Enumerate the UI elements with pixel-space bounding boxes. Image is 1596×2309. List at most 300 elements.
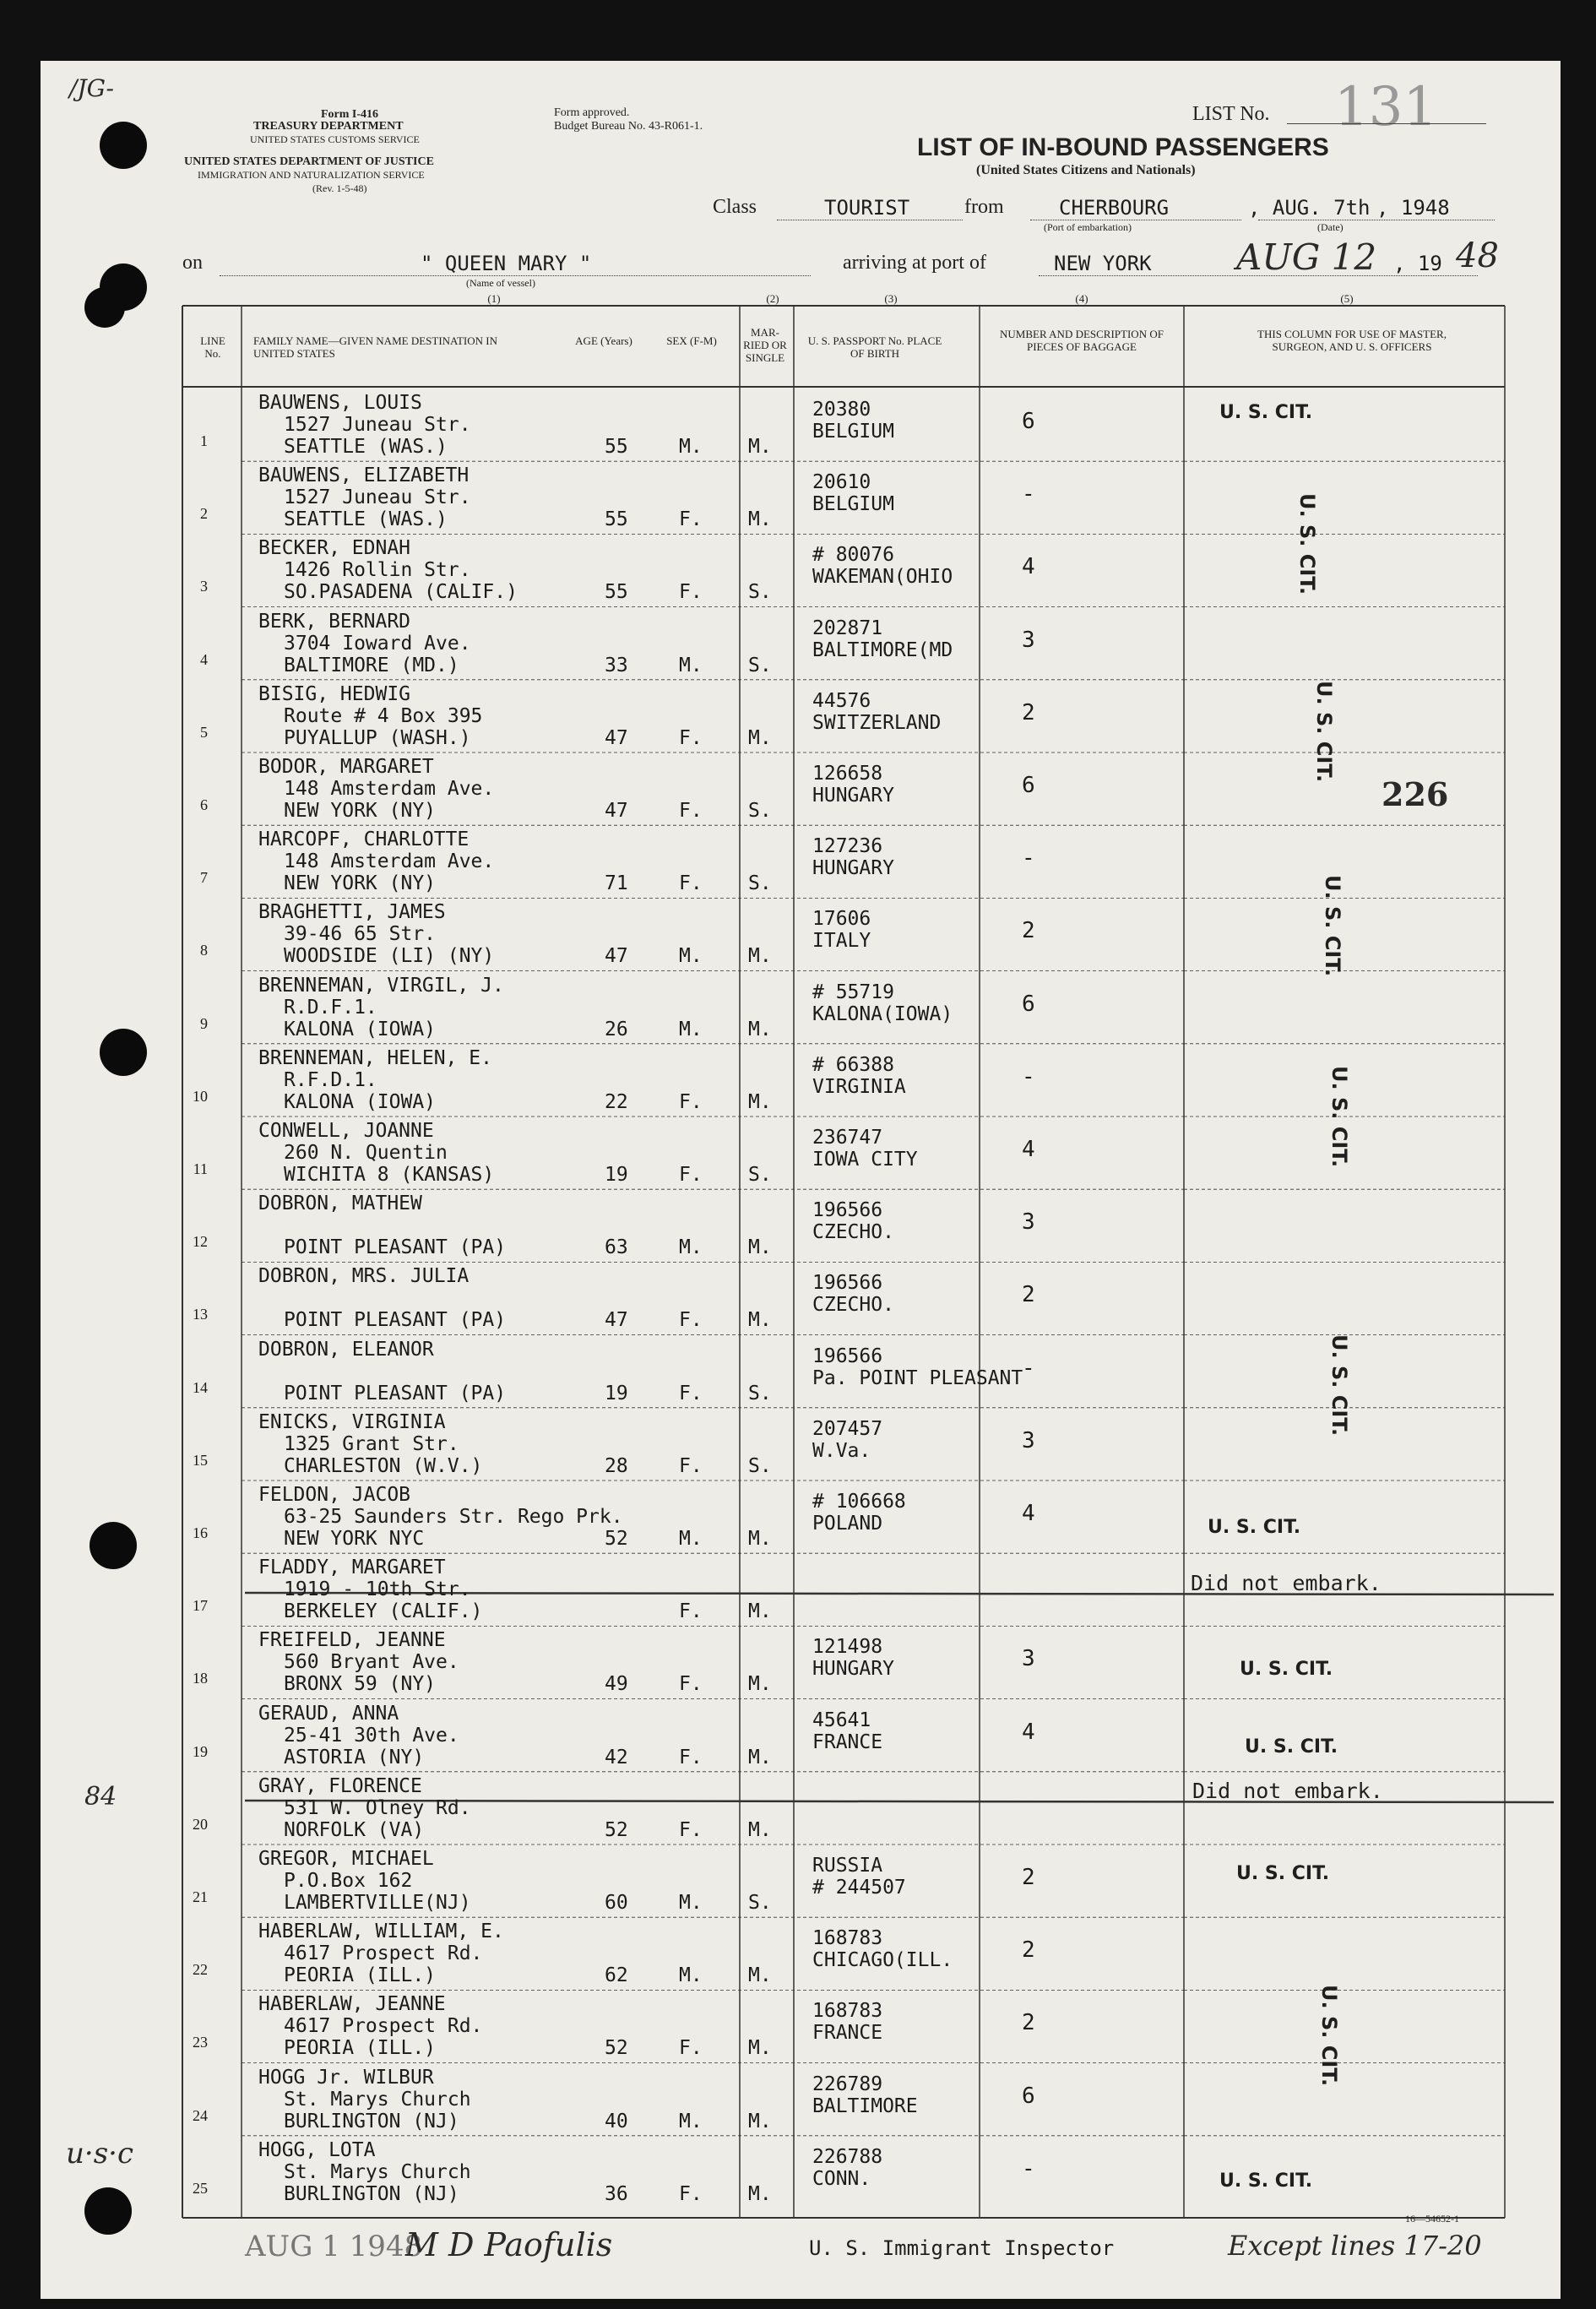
baggage-count: 2	[1022, 1937, 1035, 1964]
passport-number: 168783	[812, 2000, 883, 2023]
line-number: 10	[193, 1087, 208, 1105]
departure-date: , AUG. 7th	[1248, 196, 1371, 220]
passenger-name: BISIG, HEDWIG	[258, 682, 411, 705]
line-number: 3	[200, 578, 208, 595]
marital-status: M.	[748, 436, 772, 458]
passenger-name: GREGOR, MICHAEL	[258, 1848, 434, 1870]
header-married: MAR-RIED OR SINGLE	[743, 326, 787, 364]
place-of-birth: # 244507	[812, 1877, 906, 1899]
header-line-no: LINE No.	[200, 334, 225, 360]
address-line: R.F.D.1.	[284, 1068, 377, 1091]
passport-number: 168783	[812, 1927, 883, 1950]
address-line: 1527 Juneau Str.	[284, 414, 471, 436]
us-cit-stamp: U. S. CIT.	[1236, 1863, 1330, 1884]
line-number: 11	[193, 1160, 208, 1177]
place-of-birth: CZECHO.	[812, 1221, 894, 1244]
table-row	[182, 1410, 1508, 1482]
line-number: 7	[200, 869, 208, 887]
us-cit-stamp: U. S. CIT.	[1208, 1517, 1301, 1538]
passenger-name: BRENNEMAN, HELEN, E.	[258, 1046, 492, 1069]
side-84-note: 84	[84, 1782, 117, 1812]
age-value: 22	[605, 1090, 628, 1113]
line-number: 9	[200, 1014, 208, 1032]
passenger-name: DOBRON, MATHEW	[258, 1193, 422, 1215]
line-number: 23	[193, 2034, 208, 2051]
baggage-count: 3	[1022, 1209, 1035, 1236]
destination-city: BURLINGTON (NJ)	[284, 2110, 459, 2132]
table-row	[182, 390, 1508, 463]
vessel-caption: (Name of vessel)	[466, 277, 535, 289]
passport-number: 202871	[812, 617, 883, 639]
us-cit-stamp: U. S. CIT.	[1219, 2170, 1313, 2192]
age-value: 60	[605, 1892, 628, 1914]
marital-status: M.	[748, 726, 772, 749]
sex-value: M.	[679, 2110, 703, 2132]
age-value: 28	[605, 1454, 628, 1477]
age-value: 71	[605, 872, 628, 895]
baggage-count: 2	[1022, 699, 1035, 725]
sex-value: F.	[679, 800, 703, 822]
passport-number: 44576	[812, 689, 871, 712]
line-number: 18	[193, 1670, 208, 1687]
passenger-name: FREIFELD, JEANNE	[258, 1629, 446, 1652]
place-of-birth: IOWA CITY	[812, 1149, 918, 1171]
address-line: 1527 Juneau Str.	[284, 486, 471, 509]
from-label: from	[964, 196, 1004, 218]
address-line: 1325 Grant Str.	[284, 1432, 459, 1455]
header-officers: THIS COLUMN FOR USE OF MASTER, SURGEON, AND U. S. OFFICERS	[1257, 328, 1447, 353]
marital-status: M.	[748, 1964, 772, 1987]
destination-city: KALONA (IOWA)	[284, 1018, 437, 1040]
address-line: 39-46 65 Str.	[284, 923, 437, 946]
address-line: 1426 Rollin Str.	[284, 559, 471, 582]
except-note: Except lines 17-20	[1228, 2230, 1482, 2262]
us-cit-vertical-stamp: U. S. CIT.	[1321, 875, 1344, 977]
sex-value: M.	[679, 945, 703, 968]
address-line: 4617 Prospect Rd.	[284, 1942, 483, 1965]
destination-city: PEORIA (ILL.)	[284, 2037, 437, 2060]
place-of-birth: VIRGINIA	[812, 1075, 906, 1098]
passport-number: 207457	[812, 1417, 883, 1440]
passenger-name: DOBRON, MRS. JULIA	[258, 1265, 470, 1288]
destination-city: BALTIMORE (MD.)	[284, 654, 459, 676]
passport-number: # 66388	[812, 1053, 894, 1076]
address-line: St. Marys Church	[284, 2160, 471, 2183]
place-of-birth: CHICAGO(ILL.	[812, 1949, 953, 1972]
budget-bureau: Budget Bureau No. 43-R061-1.	[554, 120, 703, 133]
baggage-count: 3	[1022, 1646, 1035, 1672]
sex-value: F.	[679, 508, 703, 531]
table-row	[182, 899, 1508, 972]
us-cit-vertical-stamp: U. S. CIT.	[1327, 1334, 1351, 1437]
header-name: FAMILY NAME—GIVEN NAME DESTINATION IN UNITED STATES	[253, 334, 498, 360]
place-of-birth: HUNGARY	[812, 857, 894, 880]
destination-city: CHARLESTON (W.V.)	[284, 1454, 483, 1477]
place-of-birth: CZECHO.	[812, 1294, 894, 1317]
place-of-birth: BALTIMORE(MD	[812, 638, 953, 661]
passport-number: 121498	[812, 1636, 883, 1659]
age-value: 36	[605, 2182, 628, 2205]
baggage-count: 4	[1022, 1501, 1035, 1526]
passport-number: 20380	[812, 399, 871, 421]
departure-year: , 1948	[1376, 196, 1450, 220]
passenger-name: BRENNEMAN, VIRGIL, J.	[258, 974, 504, 997]
arrival-date-handwritten: AUG 12	[1236, 236, 1377, 278]
marital-status: M.	[748, 1236, 772, 1259]
passenger-name: HABERLAW, JEANNE	[258, 1993, 446, 2016]
marital-status: M.	[748, 1018, 772, 1040]
us-cit-vertical-stamp: U. S. CIT.	[1312, 681, 1336, 783]
vessel-name: " QUEEN MARY "	[421, 252, 592, 275]
us-cit-stamp: U. S. CIT.	[1219, 402, 1313, 423]
baggage-count: -	[1022, 1063, 1035, 1089]
marital-status: M.	[748, 508, 772, 531]
on-label: on	[182, 252, 203, 274]
sex-value: F.	[679, 1746, 703, 1768]
baggage-count: 4	[1022, 554, 1035, 580]
ins-service: IMMIGRATION AND NATURALIZATION SERVICE	[198, 169, 425, 181]
destination-city: POINT PLEASANT (PA)	[284, 1236, 507, 1259]
passenger-name: GERAUD, ANNA	[258, 1702, 399, 1725]
destination-city: SEATTLE (WAS.)	[284, 436, 448, 458]
age-value: 42	[605, 1746, 628, 1768]
age-value: 47	[605, 945, 628, 968]
line-number: 6	[200, 796, 208, 813]
baggage-count: -	[1022, 845, 1035, 872]
sex-value: F.	[679, 1164, 703, 1186]
age-value: 47	[605, 726, 628, 749]
col-num-3: (3)	[884, 292, 898, 305]
marital-status: S.	[748, 1454, 772, 1477]
header-passport: U. S. PASSPORT No. PLACE OF BIRTH	[807, 334, 942, 360]
address-line: 260 N. Quentin	[284, 1142, 448, 1164]
destination-city: NEW YORK (NY)	[284, 800, 437, 822]
table-row	[182, 1046, 1508, 1118]
sex-value: M.	[679, 1964, 703, 1987]
address-line: 1919 - 10th Str.	[284, 1578, 471, 1601]
address-line: St. Marys Church	[284, 2088, 471, 2111]
sex-value: F.	[679, 581, 703, 604]
table-row	[182, 1991, 1508, 2064]
table-row	[182, 609, 1508, 682]
sex-value: M.	[679, 1892, 703, 1914]
address-line: 148 Amsterdam Ave.	[284, 778, 495, 800]
col-num-5: (5)	[1340, 292, 1354, 305]
destination-city: LAMBERTVILLE(NJ)	[284, 1892, 471, 1914]
arrival-port: NEW YORK	[1054, 252, 1152, 275]
passenger-name: BAUWENS, ELIZABETH	[258, 465, 470, 487]
header-age: AGE (Years)	[575, 334, 632, 347]
destination-city: PUYALLUP (WASH.)	[284, 726, 471, 749]
table-row	[182, 1191, 1508, 1263]
marital-status: M.	[748, 1673, 772, 1696]
address-line: Route # 4 Box 395	[284, 704, 483, 727]
sex-value: F.	[679, 1090, 703, 1113]
place-of-birth: HUNGARY	[812, 1658, 894, 1681]
baggage-count: -	[1022, 2155, 1035, 2181]
passenger-name: BECKER, EDNAH	[258, 537, 411, 560]
place-of-birth: Pa. POINT PLEASANT	[812, 1366, 1023, 1389]
passenger-name: HABERLAW, WILLIAM, E.	[258, 1921, 504, 1943]
sex-value: F.	[679, 1309, 703, 1332]
destination-city: BURLINGTON (NJ)	[284, 2182, 459, 2205]
marital-status: M.	[748, 1309, 772, 1332]
passenger-name: GRAY, FLORENCE	[258, 1774, 422, 1797]
sex-value: F.	[679, 726, 703, 749]
baggage-count: 6	[1022, 2083, 1035, 2109]
arriving-label: arriving at port of	[843, 252, 986, 274]
passenger-name: FLADDY, MARGARET	[258, 1557, 446, 1579]
passport-number: 196566	[812, 1345, 883, 1367]
place-of-birth: ITALY	[812, 930, 871, 953]
place-of-birth: KALONA(IOWA)	[812, 1002, 953, 1025]
document-subtitle: (United States Citizens and Nationals)	[976, 163, 1196, 177]
line-number: 21	[193, 1888, 208, 1905]
line-number: 5	[200, 723, 208, 741]
did-not-embark-stamp: Did not embark.	[1191, 1571, 1382, 1595]
col-num-1: (1)	[487, 292, 501, 305]
age-value: 55	[605, 581, 628, 604]
us-cit-vertical-stamp: U. S. CIT.	[1295, 493, 1319, 595]
marital-status: M.	[748, 2110, 772, 2132]
address-line: 148 Amsterdam Ave.	[284, 850, 495, 873]
marital-status: S.	[748, 654, 772, 676]
header-baggage: NUMBER AND DESCRIPTION OF PIECES OF BAGGAGE	[1000, 328, 1164, 353]
age-value: 49	[605, 1673, 628, 1696]
footer-date-stamp: AUG 1 1948	[245, 2230, 423, 2263]
destination-city: WICHITA 8 (KANSAS)	[284, 1164, 495, 1186]
us-cit-vertical-stamp: U. S. CIT.	[1327, 1066, 1351, 1168]
destination-city: POINT PLEASANT (PA)	[284, 1309, 507, 1332]
sex-value: F.	[679, 2037, 703, 2060]
table-row	[182, 1919, 1508, 1991]
age-value: 52	[605, 1528, 628, 1550]
treasury-dept: TREASURY DEPARTMENT	[253, 120, 404, 133]
baggage-count: 3	[1022, 627, 1035, 653]
table-row	[182, 1263, 1508, 1336]
marital-status: S.	[748, 1382, 772, 1404]
passport-number: # 55719	[812, 981, 894, 1003]
place-of-birth: W.Va.	[812, 1439, 871, 1462]
marital-status: S.	[748, 1164, 772, 1186]
sex-value: M.	[679, 1236, 703, 1259]
line-number: 25	[193, 2179, 208, 2197]
address-line: R.D.F.1.	[284, 996, 377, 1019]
form-approved: Form approved.	[554, 106, 630, 119]
place-of-birth: FRANCE	[812, 1730, 883, 1753]
passenger-name: DOBRON, ELEANOR	[258, 1338, 434, 1361]
destination-city: ASTORIA (NY)	[284, 1746, 425, 1768]
sex-value: M.	[679, 436, 703, 458]
passenger-name: BAUWENS, LOUIS	[258, 392, 422, 414]
us-cit-vertical-stamp: U. S. CIT.	[1317, 1985, 1341, 2087]
place-of-birth: CONN.	[812, 2167, 871, 2190]
arrival-year-handwritten: 48	[1456, 236, 1499, 275]
line-number: 1	[200, 432, 208, 449]
passport-number: 45641	[812, 1709, 871, 1731]
line-number: 15	[193, 1451, 208, 1469]
age-value: 55	[605, 436, 628, 458]
table-row	[182, 1482, 1508, 1555]
marital-status: S.	[748, 872, 772, 895]
line-number: 12	[193, 1233, 208, 1251]
justice-dept: UNITED STATES DEPARTMENT OF JUSTICE	[184, 155, 434, 168]
passport-number: # 106668	[812, 1491, 906, 1513]
age-value: 33	[605, 654, 628, 676]
form-code: 16—54652-1	[1405, 2213, 1459, 2225]
sex-value: F.	[679, 1673, 703, 1696]
place-of-birth: BELGIUM	[812, 421, 894, 443]
passport-number: 226788	[812, 2145, 883, 2168]
place-of-birth: POLAND	[812, 1513, 883, 1535]
age-value: 19	[605, 1164, 628, 1186]
baggage-count: 6	[1022, 991, 1035, 1017]
customs-service: UNITED STATES CUSTOMS SERVICE	[250, 133, 420, 145]
age-value: 55	[605, 508, 628, 531]
line-number: 16	[193, 1524, 208, 1541]
passenger-name: BRAGHETTI, JAMES	[258, 901, 446, 924]
address-line: 560 Bryant Ave.	[284, 1651, 459, 1674]
place-of-birth: WAKEMAN(OHIO	[812, 566, 953, 589]
destination-city: POINT PLEASANT (PA)	[284, 1382, 507, 1404]
destination-city: SEATTLE (WAS.)	[284, 508, 448, 531]
place-of-birth: SWITZERLAND	[812, 711, 942, 734]
address-line: 4617 Prospect Rd.	[284, 2015, 483, 2038]
list-number-stamp: 131	[1334, 76, 1438, 139]
marital-status: S.	[748, 581, 772, 604]
passport-number: 236747	[812, 1127, 883, 1149]
left-usc-note: u·s·c	[66, 2137, 134, 2170]
age-value: 26	[605, 1018, 628, 1040]
destination-city: NEW YORK (NY)	[284, 872, 437, 895]
revision: (Rev. 1-5-48)	[312, 182, 367, 194]
place-of-birth: BELGIUM	[812, 493, 894, 516]
marital-status: S.	[748, 800, 772, 822]
age-value: 40	[605, 2110, 628, 2132]
table-row	[182, 827, 1508, 899]
marital-status: M.	[748, 1600, 772, 1623]
port-of-embarkation: CHERBOURG	[1059, 196, 1170, 220]
line-number: 24	[193, 2106, 208, 2124]
destination-city: NORFOLK (VA)	[284, 1818, 425, 1841]
header-sex: SEX (F-M)	[666, 334, 717, 347]
sex-value: M.	[679, 654, 703, 676]
marital-status: M.	[748, 1090, 772, 1113]
sex-value: F.	[679, 1454, 703, 1477]
port-caption: (Port of embarkation)	[1044, 221, 1132, 233]
passport-number: 17606	[812, 908, 871, 931]
marital-status: M.	[748, 945, 772, 968]
did-not-embark-stamp: Did not embark.	[1192, 1779, 1383, 1803]
place-of-birth: HUNGARY	[812, 785, 894, 807]
table-row	[182, 682, 1508, 754]
document-title: LIST OF IN-BOUND PASSENGERS	[917, 133, 1329, 161]
baggage-count: 6	[1022, 409, 1035, 434]
line-number: 17	[193, 1597, 208, 1615]
marital-status: M.	[748, 1746, 772, 1768]
baggage-count: -	[1022, 481, 1035, 508]
table-row	[182, 754, 1508, 827]
table-row	[182, 1337, 1508, 1410]
age-value: 52	[605, 1818, 628, 1841]
passport-number: # 80076	[812, 544, 894, 567]
inspector-signature: M D Paofulis	[405, 2226, 613, 2263]
passenger-name: FELDON, JACOB	[258, 1484, 411, 1506]
destination-city: WOODSIDE (LI) (NY)	[284, 945, 495, 968]
marital-status: S.	[748, 1892, 772, 1914]
passenger-name: BERK, BERNARD	[258, 610, 411, 633]
sex-value: F.	[679, 1382, 703, 1404]
baggage-count: 6	[1022, 773, 1035, 798]
line-number: 14	[193, 1378, 208, 1396]
list-no-label: LIST No.	[1192, 103, 1270, 125]
col-num-2: (2)	[766, 292, 779, 305]
baggage-count: 3	[1022, 1427, 1035, 1453]
form-number: Form I-416	[321, 108, 379, 121]
destination-city: KALONA (IOWA)	[284, 1090, 437, 1113]
passenger-name: CONWELL, JOANNE	[258, 1120, 434, 1142]
passenger-name: ENICKS, VIRGINIA	[258, 1410, 446, 1433]
line-number: 8	[200, 942, 208, 959]
address-line: 531 W. Olney Rd.	[284, 1796, 471, 1819]
table-row	[182, 1118, 1508, 1191]
address-line: P.O.Box 162	[284, 1870, 413, 1892]
sex-value: F.	[679, 2182, 703, 2205]
us-cit-stamp: U. S. CIT.	[1245, 1736, 1338, 1758]
destination-city: SO.PASADENA (CALIF.)	[284, 581, 518, 604]
baggage-count: 2	[1022, 1282, 1035, 1308]
passenger-name: BODOR, MARGARET	[258, 756, 434, 778]
line-number: 20	[193, 1815, 208, 1833]
line-number: 19	[193, 1742, 208, 1760]
passport-number: 196566	[812, 1272, 883, 1295]
sex-value: M.	[679, 1018, 703, 1040]
arrival-year: , 19	[1393, 252, 1442, 275]
baggage-count: 2	[1022, 1865, 1035, 1890]
col-num-4: (4)	[1075, 292, 1088, 305]
corner-mark: /JG-	[69, 74, 115, 102]
age-value: 62	[605, 1964, 628, 1987]
baggage-count: 2	[1022, 918, 1035, 944]
age-value: 47	[605, 1309, 628, 1332]
baggage-count: 4	[1022, 1719, 1035, 1745]
line-number: 13	[193, 1306, 208, 1323]
side-number: 226	[1382, 775, 1449, 813]
passport-number: 196566	[812, 1199, 883, 1222]
passport-number: 20610	[812, 471, 871, 494]
passenger-name: HOGG, LOTA	[258, 2138, 376, 2161]
baggage-count: -	[1022, 1355, 1035, 1381]
passport-number: 226789	[812, 2073, 883, 2095]
marital-status: M.	[748, 2182, 772, 2205]
baggage-count: 4	[1022, 1137, 1035, 1162]
sex-value: F.	[679, 872, 703, 895]
us-cit-stamp: U. S. CIT.	[1240, 1659, 1333, 1680]
place-of-birth: BALTIMORE	[812, 2094, 918, 2117]
destination-city: BERKELEY (CALIF.)	[284, 1600, 483, 1623]
class-label: Class	[713, 196, 757, 218]
date-caption: (Date)	[1317, 221, 1344, 233]
table-row	[182, 2065, 1508, 2138]
age-value: 47	[605, 800, 628, 822]
sex-value: F.	[679, 1600, 703, 1623]
marital-status: M.	[748, 1818, 772, 1841]
address-line: 25-41 30th Ave.	[284, 1724, 459, 1747]
passenger-name: HARCOPF, CHARLOTTE	[258, 829, 470, 851]
destination-city: NEW YORK NYC	[284, 1528, 425, 1550]
sex-value: F.	[679, 1818, 703, 1841]
line-number: 22	[193, 1961, 208, 1979]
